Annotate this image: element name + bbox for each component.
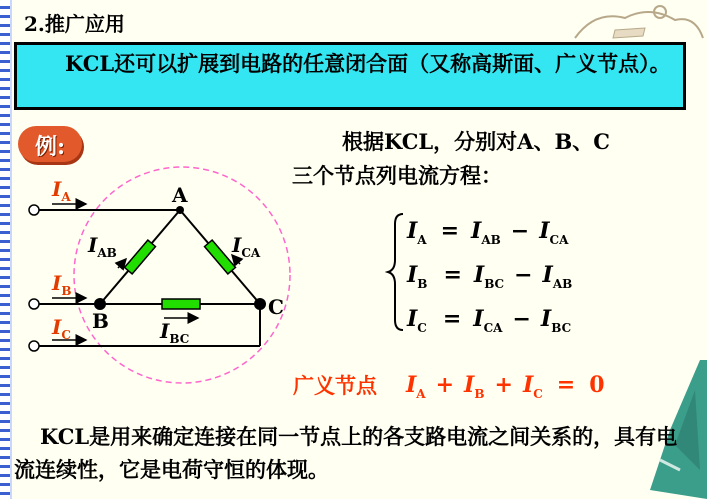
info-banner (14, 42, 686, 110)
header-illustration (555, 0, 705, 40)
resistor-CA (205, 240, 236, 274)
equation-brace (388, 214, 403, 330)
terminal-A (29, 205, 39, 215)
node-C-dot (254, 298, 266, 310)
label-ICA: $I_{CA}$ (232, 233, 261, 260)
node-A-label: A (172, 183, 188, 207)
node-A-dot (176, 206, 184, 214)
label-IA: $I_A$ (52, 177, 71, 204)
left-decorative-border (0, 0, 10, 499)
left-border-line (10, 0, 12, 499)
conclusion-text: KCL是用来确定连接在同一节点上的各支路电流之间关系的，具有电流连续性，它是电荷守恒的体现。 (14, 424, 678, 482)
label-IBC: $I_{BC}$ (160, 319, 190, 346)
terminal-C (29, 341, 39, 351)
general-node-label: 广义节点 (293, 373, 377, 398)
resistor-AB (125, 240, 156, 274)
svg-text:IA+IB+IC=0: $I_A + I_B + I_C = 0$ (406, 372, 605, 401)
node-C-label: C (268, 295, 284, 319)
general-node-equation (400, 366, 630, 402)
label-IC: $I_C$ (52, 315, 71, 342)
equation-row-2: $I_B = I_{BC} - I_{AB}$ (407, 262, 573, 291)
example-badge (18, 126, 82, 162)
circuit-diagram (14, 160, 304, 395)
terminal-B (29, 299, 39, 309)
kcl-equations (385, 208, 615, 338)
label-IAB: $I_{AB}$ (88, 233, 117, 260)
banner-text: KCL还可以扩展到电路的任意闭合面（又称高斯面、广义节点）。 (65, 51, 671, 76)
label-IB: $I_B$ (52, 271, 72, 298)
equation-row-1: $I_A = I_{AB} - I_{CA}$ (407, 218, 569, 247)
node-B-label: B (92, 309, 109, 333)
intro-line-2: 三个节点列电流方程： (292, 163, 502, 188)
example-badge-label: 例: (34, 134, 66, 160)
resistor-BC (162, 299, 200, 309)
intro-line-1: 根据KCL，分别对A、B、C (342, 129, 610, 154)
equation-row-3: $I_C = I_{CA} - I_{BC}$ (407, 306, 572, 335)
section-title: 2.推广应用 (24, 12, 125, 36)
